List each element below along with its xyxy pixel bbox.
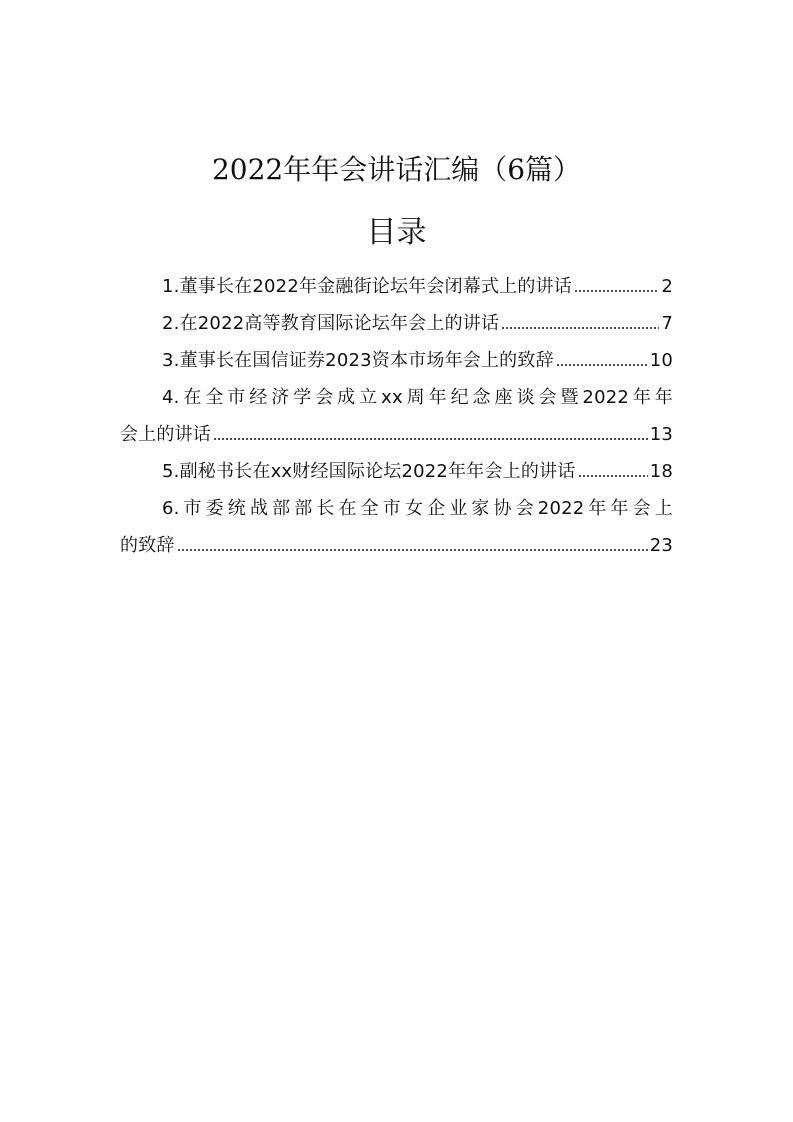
toc-entry-title: 3.董事长在国信证券2023资本市场年会上的致辞 [162, 350, 554, 371]
toc-entry-3[interactable] [120, 342, 673, 379]
document-title: 2022年年会讲话汇编（6篇） [211, 153, 582, 186]
toc-dot-leader [578, 475, 648, 477]
toc-entry-title: 5.副秘书长在xx财经国际论坛2022年年会上的讲话 [162, 461, 576, 482]
toc-dot-leader [556, 364, 648, 366]
toc-dot-leader [574, 290, 659, 292]
toc-entry-4-line-1[interactable] [120, 379, 673, 416]
toc-entry-4-line-2[interactable] [120, 416, 673, 453]
toc-heading: 目录 [366, 215, 427, 250]
toc-page-number: 2 [661, 276, 673, 297]
toc-entry-5[interactable] [120, 453, 673, 490]
toc-entry-title: 2.在2022高等教育国际论坛年会上的讲话 [162, 313, 500, 334]
toc-entry-6-line-2[interactable] [120, 527, 673, 564]
toc-entry-1[interactable] [120, 268, 673, 305]
toc-entry-title-continued: 的致辞 [120, 535, 175, 556]
toc-dot-leader [501, 327, 659, 329]
toc-dot-leader [177, 549, 648, 551]
toc-dot-leader [213, 438, 648, 440]
toc-entry-title-continued: 会上的讲话 [120, 424, 211, 445]
toc-entry-2[interactable] [120, 305, 673, 342]
table-of-contents [120, 268, 673, 564]
toc-entry-title: 1.董事长在2022年金融街论坛年会闭幕式上的讲话 [162, 276, 572, 297]
toc-page-number: 23 [649, 535, 673, 556]
toc-entry-title: 4.在全市经济学会成立xx周年纪念座谈会暨2022年年 [162, 387, 673, 408]
toc-page-number: 13 [649, 424, 673, 445]
toc-page-number: 18 [649, 461, 673, 482]
toc-entry-title: 6.市委统战部部长在全市女企业家协会2022年年会上 [162, 498, 673, 519]
toc-page-number: 10 [649, 350, 673, 371]
toc-entry-6-line-1[interactable] [120, 490, 673, 527]
toc-page-number: 7 [661, 313, 673, 334]
